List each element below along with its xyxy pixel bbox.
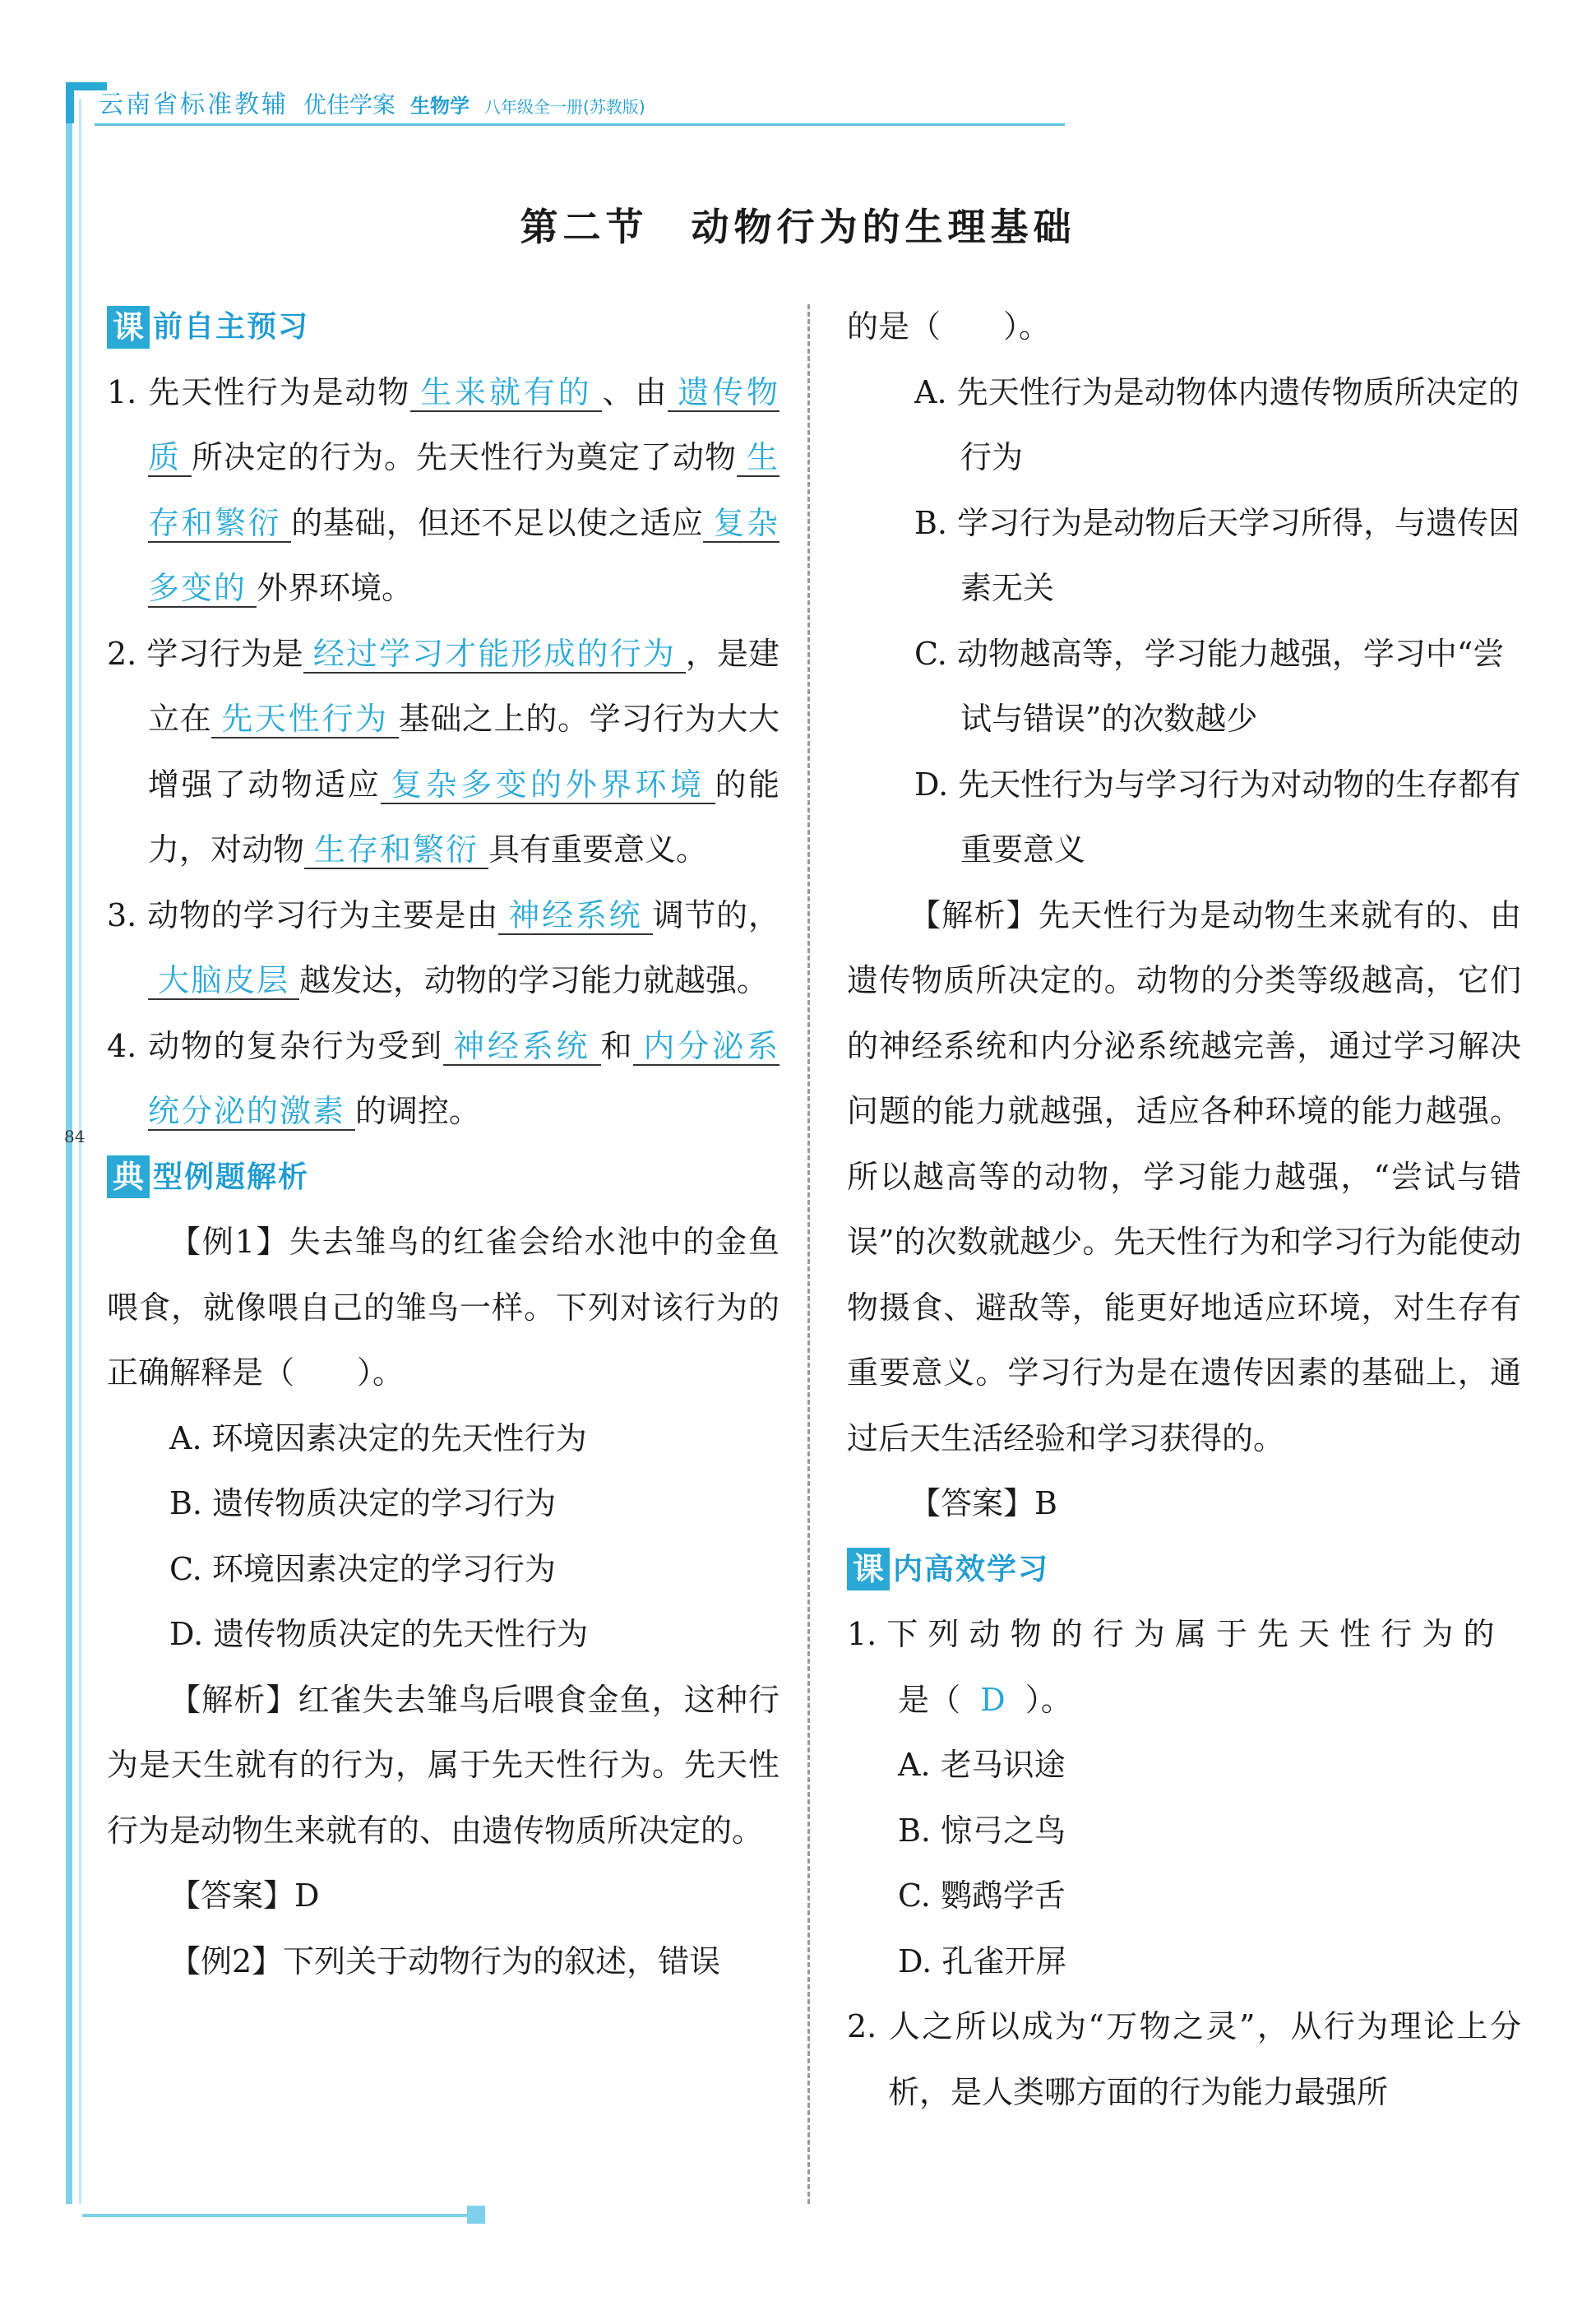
header-brand: 优佳学案 [303,91,396,118]
preview-question-3: 3. 动物的学习行为主要是由 神经系统 调节的，大脑皮层 越发达，动物的学习能力就越强。 [107,896,779,998]
fill-answer: 大脑皮层 [148,962,299,1000]
inclass-question-1-option-d: D. 孔雀开屏 [898,1942,1067,1979]
example-1-option-c: C. 环境因素决定的学习行为 [169,1550,556,1587]
section-badge: 课 [107,306,150,349]
example-2-option-c: C. 动物越高等，学习能力越强，学习中“尝试与错误”的次数越少 [914,635,1505,737]
preview-question-2: 2. 学习行为是 经过学习才能形成的行为 ，是建立在 先天性行为 基础之上的。学习行为大大增强了动物适应 复杂多变的外界环境 的能力，对动物 生存和繁衍 具有重要意义。 [107,635,779,868]
example-1-option-b: B. 遗传物质决定的学习行为 [169,1485,557,1521]
example-1-option-d: D. 遗传物质决定的先天性行为 [169,1616,589,1652]
inclass-question-1-option-a: A. 老马识途 [898,1747,1066,1783]
example-1-analysis: 【解析】红雀失去雏鸟后喂食金鱼，这种行为是天生就有的行为，属于先天性行为。先天性行为是动物生来就有的、由遗传物质所决定的。 [107,1681,779,1849]
preview-question-4: 4. 动物的复杂行为受到 神经系统 和 内分泌系统分泌的激素 的调控。 [107,1027,779,1129]
page-number: 84 [64,1127,86,1146]
fill-answer: 神经系统 [498,897,652,935]
sidebar-decoration [58,74,94,2229]
example-1-answer: 【答案】D [169,1877,320,1914]
section-inclass-heading [847,1537,1521,1603]
section-badge: 典 [107,1155,150,1198]
fill-answer: 遗传物质 [148,373,779,475]
running-header [99,84,645,122]
fill-answer: 经过学习才能形成的行为 [303,636,686,674]
inclass-question-2-stem: 2. 人之所以成为“万物之灵”，从行为理论上分析，是人类哪方面的行为能力最强所 [847,2008,1521,2110]
fill-answer: 生来就有的 [410,374,602,412]
example-2-analysis: 【解析】先天性行为是动物生来就有的、由遗传物质所决定的。动物的分类等级越高，它们的神经系统和内分泌系统越完善，通过学习解决问题的能力就越强，适应各种环境的能力越强。所以越高等的动物，学习能力越强，“尝试与错误”的次数就越少。先天性行为和学习行为能使动物摄食、避敌等，能更好地适应环境，对生存有重要意义。学习行为是在遗传因素的基础上，通过后天生活经验和学习获得的。 [847,896,1521,1456]
fill-answer: 生存和繁衍 [304,831,488,869]
section-label: 型例题解析 [153,1160,310,1194]
example-1-option-a: A. 环境因素决定的先天性行为 [169,1419,587,1456]
fill-answer: 神经系统 [443,1028,600,1066]
section-examples-heading [107,1145,779,1211]
header-grade: 八年级全一册(苏教版) [484,97,645,117]
section-badge: 课 [847,1548,890,1590]
example-2-answer: 【答案】B [909,1485,1057,1521]
example-1-stem: 【例1】失去雏鸟的红雀会给水池中的金鱼喂食，就像喂自己的雏鸟一样。下列对该行为的正确解释是（ ）。 [107,1224,779,1391]
fill-answer: 生存和繁衍 [148,439,779,541]
fill-answer: 内分泌系统分泌的激素 [148,1027,779,1129]
header-subject: 生物学 [410,95,470,118]
bottom-box-decoration [467,2206,485,2224]
fill-answer: 复杂多变的 [148,504,779,606]
bottom-rule [82,2214,469,2217]
example-2-stem-start: 【例2】下列关于动物行为的叙述，错误 [169,1942,721,1979]
example-2-option-b: B. 学习行为是动物后天学习所得，与遗传因素无关 [914,504,1520,606]
section-label: 内高效学习 [893,1552,1050,1586]
inclass-question-1-stem: 1. 下 列 动 物 的 行 为 属 于 先 天 性 行 为 的 [847,1616,1495,1652]
header-rule [95,123,1065,126]
section-label: 前自主预习 [153,310,310,344]
choice-answer: D [980,1681,1006,1718]
fill-answer: 复杂多变的外界环境 [381,766,715,804]
header-series: 云南省标准教辅 [99,90,289,119]
section-preview-heading [107,294,779,360]
example-2-stem-end: 的是（ ）。 [847,308,1051,345]
right-column [847,294,1521,2125]
example-2-option-a: A. 先天性行为是动物体内遗传物质所决定的行为 [914,373,1520,475]
page-title: 第二节 动物行为的生理基础 [520,205,1076,249]
preview-question-1: 1. 先天性行为是动物 生来就有的 、由 遗传物质 所决定的行为。先天性行为奠定了动物 生存和繁衍 的基础，但还不足以使之适应 复杂多变的 外界环境。 [107,373,779,606]
left-column [107,294,779,1994]
inclass-question-1-option-c: C. 鹦鹉学舌 [898,1877,1066,1914]
inclass-question-1-answer-line: 是（ D ）。 [898,1681,1072,1718]
inclass-question-1-option-b: B. 惊弓之鸟 [898,1812,1066,1849]
fill-answer: 先天性行为 [211,701,398,738]
column-divider [807,304,810,2204]
example-2-option-d: D. 先天性行为与学习行为对动物的生存都有重要意义 [914,766,1521,868]
